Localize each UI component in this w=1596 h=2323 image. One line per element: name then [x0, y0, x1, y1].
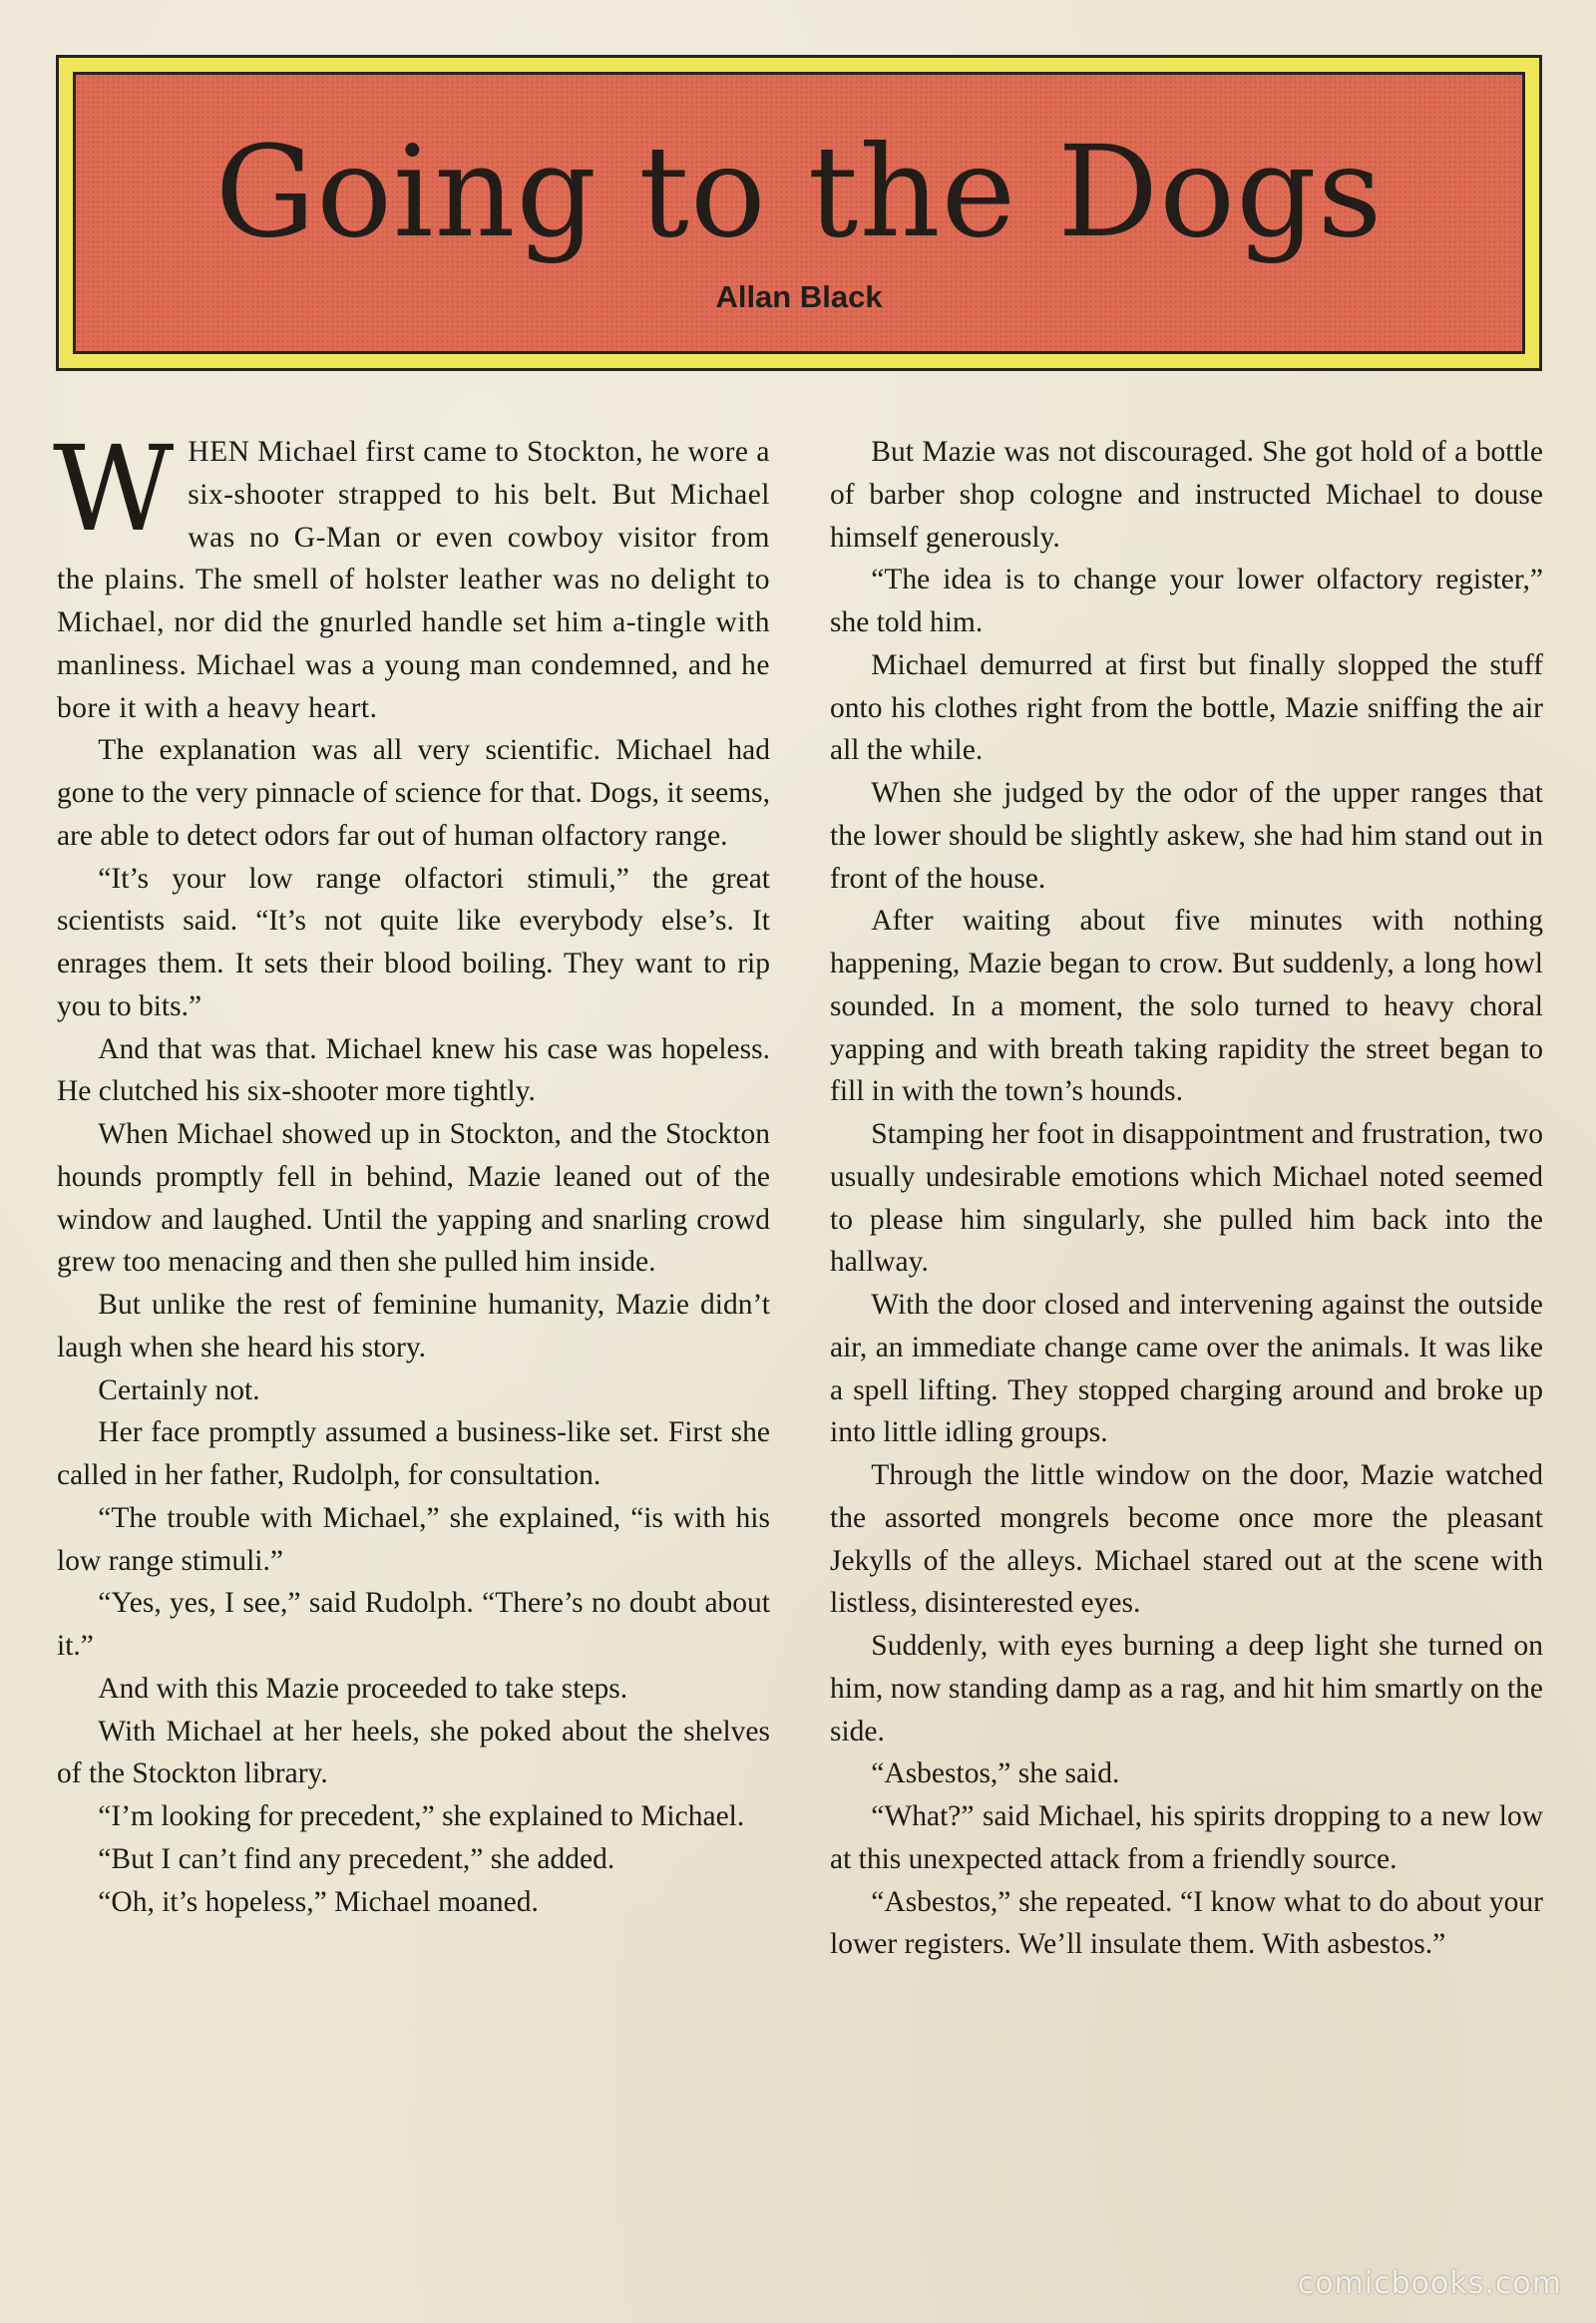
- paragraph: Michael demurred at first but finally slopped the stuff onto his clothes right from the bottle, Mazie sniffing the air all the while.: [830, 648, 1543, 767]
- paragraph: And with this Mazie proceeded to take steps.: [98, 1672, 628, 1705]
- paragraph: “The trouble with Michael,” she explained, “is with his low range stimuli.”: [57, 1501, 770, 1577]
- paragraph: The explanation was all very scientific. Michael had gone to the very pinnacle of science for that. Dogs, it seems, are able to detect odors far out of human olfactory range.: [57, 734, 770, 852]
- left-column: [53, 420, 770, 1923]
- paragraph: But Mazie was not discouraged. She got hold of a bottle of barber shop cologne and instructed Michael to douse himself generously.: [830, 436, 1543, 554]
- title-panel: [73, 72, 1525, 354]
- paragraph: “I’m looking for precedent,” she explained to Michael.: [98, 1800, 745, 1832]
- paragraph: “Oh, it’s hopeless,” Michael moaned.: [98, 1885, 539, 1918]
- paragraph: “Yes, yes, I see,” said Rudolph. “There’s no doubt about it.”: [57, 1587, 770, 1662]
- title-banner: [56, 55, 1542, 371]
- paragraph: Through the little window on the door, Mazie watched the assorted mongrels become once more the pleasant Jekylls of the alleys. Michael stared out at the scene with listless, disinterested eyes.: [830, 1459, 1543, 1620]
- paragraph: With the door closed and intervening against the outside air, an immediate change came over the animals. It was like a spell lifting. They stopped charging around and broke up into little idling groups.: [830, 1289, 1543, 1449]
- paragraph: Stamping her foot in disappointment and frustration, two usually undesirable emotions which Michael noted seemed to please him singularly, she pulled him back into the hallway.: [830, 1118, 1543, 1279]
- first-paragraph-text: HEN Michael first came to Stockton, he wore a six-shooter strapped to his belt. But Michael was no G-Man or even cowboy visitor from the plains. The smell of holster leather was no delight to Michael, nor did the gnurled handle set him a-tingle with manliness. Michael was a young man condemned, and he bore it with a heavy heart.: [57, 436, 770, 724]
- paragraph: “But I can’t find any precedent,” she added.: [98, 1842, 615, 1875]
- paragraph: And that was that. Michael knew his case was hopeless. He clutched his six-shooter more tightly.: [57, 1032, 770, 1108]
- paragraph: Certainly not.: [98, 1373, 260, 1406]
- story-author: Allan Black: [715, 279, 883, 314]
- paragraph: Suddenly, with eyes burning a deep light she turned on him, now standing damp as a rag, and hit him smartly on the side.: [830, 1630, 1543, 1747]
- paragraph: “What?” said Michael, his spirits dropping to a new low at this unexpected attack from a friendly source.: [830, 1800, 1543, 1875]
- drop-cap: W: [53, 420, 175, 558]
- story-title: Going to the Dogs: [214, 119, 1384, 265]
- paragraph: “The idea is to change your lower olfactory register,” she told him.: [830, 564, 1543, 638]
- watermark: comicbooks.com: [1297, 2266, 1562, 2301]
- paragraph: “Asbestos,” she repeated. “I know what to do about your lower registers. We’ll insulate them. With asbestos.”: [830, 1885, 1543, 1961]
- paragraph: “Asbestos,” she said.: [871, 1757, 1120, 1790]
- right-column: [830, 431, 1543, 1966]
- paragraph: When she judged by the odor of the upper ranges that the lower should be slightly askew, she had him stand out in front of the house.: [830, 777, 1543, 895]
- first-paragraph: [53, 420, 770, 729]
- paragraph: But unlike the rest of feminine humanity, Mazie didn’t laugh when she heard his story.: [57, 1289, 770, 1363]
- paragraph: When Michael showed up in Stockton, and the Stockton hounds promptly fell in behind, Mazie leaned out of the window and laughed. Until the yapping and snarling crowd grew too menacing and then she pulled him inside.: [57, 1118, 770, 1279]
- paragraph: With Michael at her heels, she poked about the shelves of the Stockton library.: [57, 1715, 770, 1790]
- paragraph: “It’s your low range olfactori stimuli,” the great scientists said. “It’s not quite like everybody else’s. It enrages them. It sets their blood boiling. They want to rip you to bits.”: [57, 862, 770, 1022]
- paragraph: After waiting about five minutes with nothing happening, Mazie began to crow. But suddenly, a long howl sounded. In a moment, the solo turned to heavy choral yapping and with breath taking rapidity the street began to fill in with the town’s hounds.: [830, 905, 1543, 1108]
- paragraph: Her face promptly assumed a business-like set. First she called in her father, Rudolph, for consultation.: [57, 1416, 770, 1491]
